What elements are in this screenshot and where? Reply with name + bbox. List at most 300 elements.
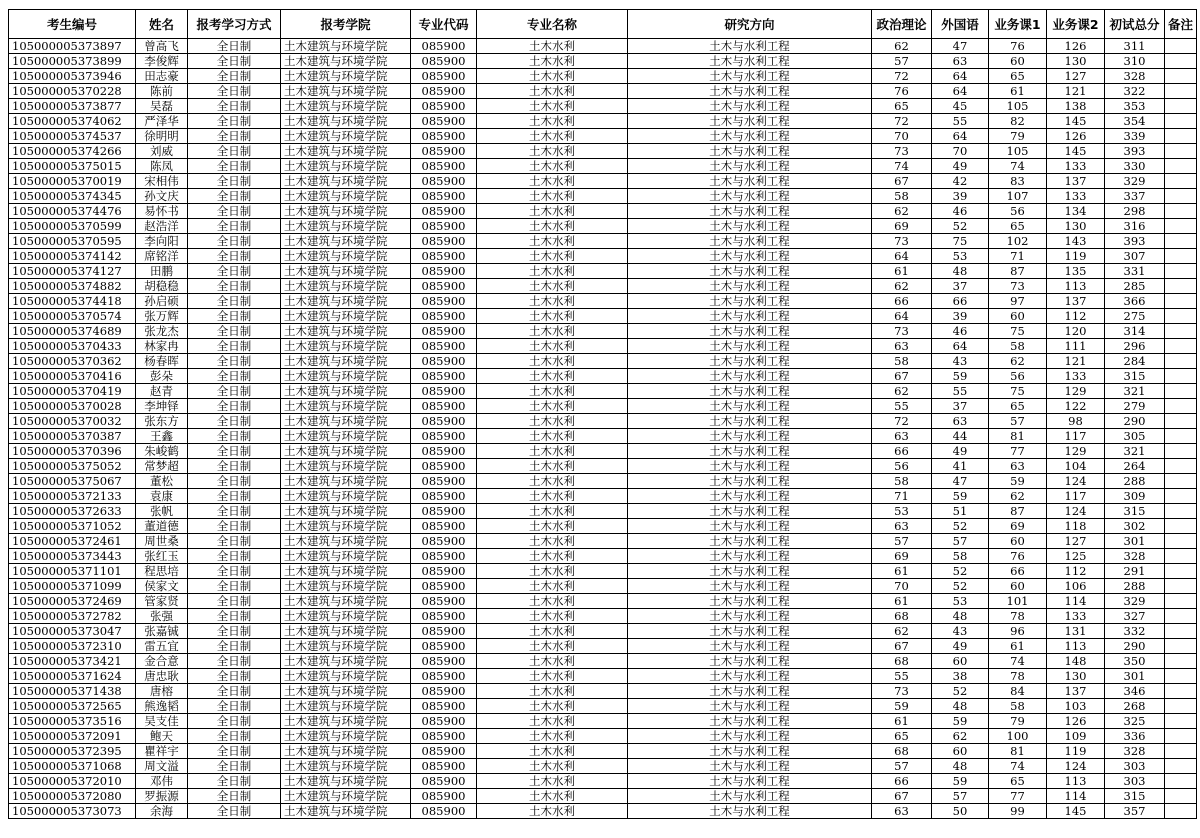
exam-id-cell: 105000005373877 bbox=[9, 99, 136, 114]
foreign-language-score-cell: 60 bbox=[932, 654, 989, 669]
total-score-cell: 366 bbox=[1105, 294, 1165, 309]
exam-id-cell: 105000005374266 bbox=[9, 144, 136, 159]
research-direction-cell: 土木与水利工程 bbox=[628, 594, 872, 609]
header-name: 姓名 bbox=[136, 10, 188, 39]
total-score-cell: 346 bbox=[1105, 684, 1165, 699]
research-direction-cell: 土木与水利工程 bbox=[628, 39, 872, 54]
study-mode-cell: 全日制 bbox=[188, 669, 281, 684]
college-cell: 土木建筑与环境学院 bbox=[281, 624, 411, 639]
college-cell: 土木建筑与环境学院 bbox=[281, 324, 411, 339]
research-direction-cell: 土木与水利工程 bbox=[628, 654, 872, 669]
politics-score-cell: 62 bbox=[872, 39, 932, 54]
exam-id-cell: 105000005372010 bbox=[9, 774, 136, 789]
total-score-cell: 291 bbox=[1105, 564, 1165, 579]
remarks-cell bbox=[1165, 414, 1197, 429]
total-score-cell: 285 bbox=[1105, 279, 1165, 294]
major-name-cell: 土木水利 bbox=[477, 369, 628, 384]
major-name-cell: 土木水利 bbox=[477, 744, 628, 759]
foreign-language-score-cell: 57 bbox=[932, 789, 989, 804]
course-1-score-cell: 65 bbox=[989, 219, 1047, 234]
exam-id-cell: 105000005371068 bbox=[9, 759, 136, 774]
exam-id-cell: 105000005374418 bbox=[9, 294, 136, 309]
research-direction-cell: 土木与水利工程 bbox=[628, 804, 872, 819]
name-cell: 侯家文 bbox=[136, 579, 188, 594]
table-row bbox=[9, 339, 1197, 354]
foreign-language-score-cell: 39 bbox=[932, 189, 989, 204]
college-cell: 土木建筑与环境学院 bbox=[281, 99, 411, 114]
foreign-language-score-cell: 49 bbox=[932, 639, 989, 654]
table-row bbox=[9, 429, 1197, 444]
research-direction-cell: 土木与水利工程 bbox=[628, 519, 872, 534]
research-direction-cell: 土木与水利工程 bbox=[628, 384, 872, 399]
foreign-language-score-cell: 52 bbox=[932, 519, 989, 534]
table-header-row bbox=[9, 10, 1197, 39]
research-direction-cell: 土木与水利工程 bbox=[628, 564, 872, 579]
name-cell: 田鹏 bbox=[136, 264, 188, 279]
study-mode-cell: 全日制 bbox=[188, 594, 281, 609]
major-name-cell: 土木水利 bbox=[477, 174, 628, 189]
foreign-language-score-cell: 59 bbox=[932, 369, 989, 384]
remarks-cell bbox=[1165, 114, 1197, 129]
politics-score-cell: 58 bbox=[872, 354, 932, 369]
header-remarks: 备注 bbox=[1165, 10, 1197, 39]
exam-id-cell: 105000005372461 bbox=[9, 534, 136, 549]
course-1-score-cell: 82 bbox=[989, 114, 1047, 129]
major-name-cell: 土木水利 bbox=[477, 249, 628, 264]
major-code-cell: 085900 bbox=[411, 384, 477, 399]
exam-id-cell: 105000005370028 bbox=[9, 399, 136, 414]
politics-score-cell: 64 bbox=[872, 309, 932, 324]
table-row bbox=[9, 414, 1197, 429]
foreign-language-score-cell: 55 bbox=[932, 384, 989, 399]
total-score-cell: 290 bbox=[1105, 414, 1165, 429]
table-row bbox=[9, 279, 1197, 294]
foreign-language-score-cell: 64 bbox=[932, 84, 989, 99]
politics-score-cell: 72 bbox=[872, 114, 932, 129]
politics-score-cell: 55 bbox=[872, 669, 932, 684]
course-1-score-cell: 79 bbox=[989, 129, 1047, 144]
politics-score-cell: 63 bbox=[872, 429, 932, 444]
remarks-cell bbox=[1165, 594, 1197, 609]
course-1-score-cell: 76 bbox=[989, 549, 1047, 564]
research-direction-cell: 土木与水利工程 bbox=[628, 444, 872, 459]
research-direction-cell: 土木与水利工程 bbox=[628, 159, 872, 174]
course-2-score-cell: 117 bbox=[1047, 489, 1105, 504]
table-row bbox=[9, 729, 1197, 744]
remarks-cell bbox=[1165, 99, 1197, 114]
table-row bbox=[9, 774, 1197, 789]
name-cell: 袁康 bbox=[136, 489, 188, 504]
study-mode-cell: 全日制 bbox=[188, 324, 281, 339]
study-mode-cell: 全日制 bbox=[188, 69, 281, 84]
study-mode-cell: 全日制 bbox=[188, 129, 281, 144]
politics-score-cell: 74 bbox=[872, 159, 932, 174]
major-name-cell: 土木水利 bbox=[477, 759, 628, 774]
name-cell: 张东方 bbox=[136, 414, 188, 429]
course-2-score-cell: 114 bbox=[1047, 789, 1105, 804]
research-direction-cell: 土木与水利工程 bbox=[628, 759, 872, 774]
major-code-cell: 085900 bbox=[411, 609, 477, 624]
foreign-language-score-cell: 53 bbox=[932, 594, 989, 609]
study-mode-cell: 全日制 bbox=[188, 759, 281, 774]
course-2-score-cell: 113 bbox=[1047, 279, 1105, 294]
table-row bbox=[9, 804, 1197, 819]
table-row bbox=[9, 609, 1197, 624]
course-1-score-cell: 74 bbox=[989, 759, 1047, 774]
major-name-cell: 土木水利 bbox=[477, 414, 628, 429]
course-1-score-cell: 65 bbox=[989, 399, 1047, 414]
table-row bbox=[9, 459, 1197, 474]
politics-score-cell: 66 bbox=[872, 774, 932, 789]
major-code-cell: 085900 bbox=[411, 789, 477, 804]
course-2-score-cell: 137 bbox=[1047, 174, 1105, 189]
college-cell: 土木建筑与环境学院 bbox=[281, 84, 411, 99]
politics-score-cell: 73 bbox=[872, 324, 932, 339]
course-2-score-cell: 124 bbox=[1047, 759, 1105, 774]
exam-id-cell: 105000005371624 bbox=[9, 669, 136, 684]
total-score-cell: 330 bbox=[1105, 159, 1165, 174]
remarks-cell bbox=[1165, 54, 1197, 69]
name-cell: 徐明明 bbox=[136, 129, 188, 144]
major-name-cell: 土木水利 bbox=[477, 384, 628, 399]
name-cell: 张强 bbox=[136, 609, 188, 624]
major-code-cell: 085900 bbox=[411, 159, 477, 174]
college-cell: 土木建筑与环境学院 bbox=[281, 789, 411, 804]
remarks-cell bbox=[1165, 684, 1197, 699]
study-mode-cell: 全日制 bbox=[188, 384, 281, 399]
college-cell: 土木建筑与环境学院 bbox=[281, 489, 411, 504]
major-code-cell: 085900 bbox=[411, 594, 477, 609]
remarks-cell bbox=[1165, 489, 1197, 504]
exam-id-cell: 105000005373516 bbox=[9, 714, 136, 729]
course-1-score-cell: 79 bbox=[989, 714, 1047, 729]
table-row bbox=[9, 249, 1197, 264]
college-cell: 土木建筑与环境学院 bbox=[281, 594, 411, 609]
college-cell: 土木建筑与环境学院 bbox=[281, 534, 411, 549]
politics-score-cell: 65 bbox=[872, 99, 932, 114]
remarks-cell bbox=[1165, 624, 1197, 639]
major-code-cell: 085900 bbox=[411, 804, 477, 819]
name-cell: 雷五宜 bbox=[136, 639, 188, 654]
study-mode-cell: 全日制 bbox=[188, 309, 281, 324]
table-row bbox=[9, 699, 1197, 714]
foreign-language-score-cell: 64 bbox=[932, 69, 989, 84]
name-cell: 吴支佳 bbox=[136, 714, 188, 729]
college-cell: 土木建筑与环境学院 bbox=[281, 684, 411, 699]
exam-id-cell: 105000005375052 bbox=[9, 459, 136, 474]
header-exam-id: 考生编号 bbox=[9, 10, 136, 39]
major-name-cell: 土木水利 bbox=[477, 519, 628, 534]
name-cell: 熊逸韬 bbox=[136, 699, 188, 714]
research-direction-cell: 土木与水利工程 bbox=[628, 219, 872, 234]
name-cell: 严泽华 bbox=[136, 114, 188, 129]
course-1-score-cell: 61 bbox=[989, 639, 1047, 654]
major-code-cell: 085900 bbox=[411, 144, 477, 159]
name-cell: 吴磊 bbox=[136, 99, 188, 114]
course-2-score-cell: 145 bbox=[1047, 144, 1105, 159]
study-mode-cell: 全日制 bbox=[188, 654, 281, 669]
major-code-cell: 085900 bbox=[411, 99, 477, 114]
college-cell: 土木建筑与环境学院 bbox=[281, 519, 411, 534]
course-1-score-cell: 66 bbox=[989, 564, 1047, 579]
exam-id-cell: 105000005373897 bbox=[9, 39, 136, 54]
major-code-cell: 085900 bbox=[411, 519, 477, 534]
college-cell: 土木建筑与环境学院 bbox=[281, 804, 411, 819]
remarks-cell bbox=[1165, 369, 1197, 384]
study-mode-cell: 全日制 bbox=[188, 294, 281, 309]
major-name-cell: 土木水利 bbox=[477, 309, 628, 324]
major-name-cell: 土木水利 bbox=[477, 294, 628, 309]
remarks-cell bbox=[1165, 744, 1197, 759]
politics-score-cell: 55 bbox=[872, 399, 932, 414]
total-score-cell: 288 bbox=[1105, 579, 1165, 594]
politics-score-cell: 61 bbox=[872, 714, 932, 729]
course-1-score-cell: 58 bbox=[989, 339, 1047, 354]
exam-id-cell: 105000005373073 bbox=[9, 804, 136, 819]
college-cell: 土木建筑与环境学院 bbox=[281, 144, 411, 159]
major-name-cell: 土木水利 bbox=[477, 564, 628, 579]
exam-id-cell: 105000005372091 bbox=[9, 729, 136, 744]
exam-id-cell: 105000005374882 bbox=[9, 279, 136, 294]
total-score-cell: 327 bbox=[1105, 609, 1165, 624]
college-cell: 土木建筑与环境学院 bbox=[281, 354, 411, 369]
major-code-cell: 085900 bbox=[411, 339, 477, 354]
course-1-score-cell: 60 bbox=[989, 534, 1047, 549]
course-1-score-cell: 63 bbox=[989, 459, 1047, 474]
study-mode-cell: 全日制 bbox=[188, 804, 281, 819]
name-cell: 陈凤 bbox=[136, 159, 188, 174]
exam-id-cell: 105000005374062 bbox=[9, 114, 136, 129]
remarks-cell bbox=[1165, 324, 1197, 339]
remarks-cell bbox=[1165, 84, 1197, 99]
course-2-score-cell: 130 bbox=[1047, 669, 1105, 684]
name-cell: 席铭洋 bbox=[136, 249, 188, 264]
study-mode-cell: 全日制 bbox=[188, 204, 281, 219]
major-name-cell: 土木水利 bbox=[477, 474, 628, 489]
research-direction-cell: 土木与水利工程 bbox=[628, 144, 872, 159]
course-2-score-cell: 111 bbox=[1047, 339, 1105, 354]
course-2-score-cell: 130 bbox=[1047, 54, 1105, 69]
major-code-cell: 085900 bbox=[411, 204, 477, 219]
major-name-cell: 土木水利 bbox=[477, 609, 628, 624]
total-score-cell: 303 bbox=[1105, 774, 1165, 789]
politics-score-cell: 73 bbox=[872, 144, 932, 159]
name-cell: 余海 bbox=[136, 804, 188, 819]
name-cell: 赵浩洋 bbox=[136, 219, 188, 234]
course-1-score-cell: 105 bbox=[989, 99, 1047, 114]
name-cell: 田志豪 bbox=[136, 69, 188, 84]
remarks-cell bbox=[1165, 189, 1197, 204]
study-mode-cell: 全日制 bbox=[188, 99, 281, 114]
name-cell: 张嘉铖 bbox=[136, 624, 188, 639]
exam-id-cell: 105000005373421 bbox=[9, 654, 136, 669]
course-2-score-cell: 133 bbox=[1047, 609, 1105, 624]
major-code-cell: 085900 bbox=[411, 324, 477, 339]
total-score-cell: 268 bbox=[1105, 699, 1165, 714]
total-score-cell: 393 bbox=[1105, 234, 1165, 249]
major-name-cell: 土木水利 bbox=[477, 189, 628, 204]
name-cell: 孙启硕 bbox=[136, 294, 188, 309]
major-name-cell: 土木水利 bbox=[477, 399, 628, 414]
foreign-language-score-cell: 58 bbox=[932, 549, 989, 564]
name-cell: 张万辉 bbox=[136, 309, 188, 324]
remarks-cell bbox=[1165, 564, 1197, 579]
course-1-score-cell: 62 bbox=[989, 354, 1047, 369]
total-score-cell: 354 bbox=[1105, 114, 1165, 129]
college-cell: 土木建筑与环境学院 bbox=[281, 114, 411, 129]
exam-id-cell: 105000005374537 bbox=[9, 129, 136, 144]
remarks-cell bbox=[1165, 279, 1197, 294]
college-cell: 土木建筑与环境学院 bbox=[281, 279, 411, 294]
name-cell: 李向阳 bbox=[136, 234, 188, 249]
remarks-cell bbox=[1165, 459, 1197, 474]
total-score-cell: 328 bbox=[1105, 744, 1165, 759]
table-row bbox=[9, 519, 1197, 534]
major-name-cell: 土木水利 bbox=[477, 549, 628, 564]
total-score-cell: 336 bbox=[1105, 729, 1165, 744]
college-cell: 土木建筑与环境学院 bbox=[281, 609, 411, 624]
research-direction-cell: 土木与水利工程 bbox=[628, 714, 872, 729]
study-mode-cell: 全日制 bbox=[188, 249, 281, 264]
politics-score-cell: 63 bbox=[872, 339, 932, 354]
major-code-cell: 085900 bbox=[411, 54, 477, 69]
course-2-score-cell: 120 bbox=[1047, 324, 1105, 339]
major-name-cell: 土木水利 bbox=[477, 39, 628, 54]
name-cell: 孙文庆 bbox=[136, 189, 188, 204]
research-direction-cell: 土木与水利工程 bbox=[628, 534, 872, 549]
foreign-language-score-cell: 39 bbox=[932, 309, 989, 324]
header-total-score: 初试总分 bbox=[1105, 10, 1165, 39]
table-row bbox=[9, 234, 1197, 249]
foreign-language-score-cell: 48 bbox=[932, 264, 989, 279]
name-cell: 周文溢 bbox=[136, 759, 188, 774]
exam-id-cell: 105000005370396 bbox=[9, 444, 136, 459]
study-mode-cell: 全日制 bbox=[188, 549, 281, 564]
course-2-score-cell: 114 bbox=[1047, 594, 1105, 609]
table-row bbox=[9, 684, 1197, 699]
politics-score-cell: 72 bbox=[872, 414, 932, 429]
major-code-cell: 085900 bbox=[411, 714, 477, 729]
course-2-score-cell: 133 bbox=[1047, 159, 1105, 174]
table-row bbox=[9, 744, 1197, 759]
politics-score-cell: 64 bbox=[872, 249, 932, 264]
major-name-cell: 土木水利 bbox=[477, 774, 628, 789]
politics-score-cell: 69 bbox=[872, 549, 932, 564]
foreign-language-score-cell: 37 bbox=[932, 279, 989, 294]
course-2-score-cell: 148 bbox=[1047, 654, 1105, 669]
major-code-cell: 085900 bbox=[411, 429, 477, 444]
research-direction-cell: 土木与水利工程 bbox=[628, 249, 872, 264]
total-score-cell: 315 bbox=[1105, 504, 1165, 519]
foreign-language-score-cell: 49 bbox=[932, 159, 989, 174]
table-row bbox=[9, 549, 1197, 564]
college-cell: 土木建筑与环境学院 bbox=[281, 39, 411, 54]
name-cell: 罗振源 bbox=[136, 789, 188, 804]
politics-score-cell: 56 bbox=[872, 459, 932, 474]
research-direction-cell: 土木与水利工程 bbox=[628, 729, 872, 744]
politics-score-cell: 68 bbox=[872, 654, 932, 669]
study-mode-cell: 全日制 bbox=[188, 564, 281, 579]
name-cell: 董道德 bbox=[136, 519, 188, 534]
table-row bbox=[9, 654, 1197, 669]
study-mode-cell: 全日制 bbox=[188, 579, 281, 594]
total-score-cell: 315 bbox=[1105, 789, 1165, 804]
politics-score-cell: 58 bbox=[872, 474, 932, 489]
exam-id-cell: 105000005372395 bbox=[9, 744, 136, 759]
college-cell: 土木建筑与环境学院 bbox=[281, 129, 411, 144]
table-body bbox=[9, 39, 1197, 819]
foreign-language-score-cell: 55 bbox=[932, 114, 989, 129]
name-cell: 李坤铎 bbox=[136, 399, 188, 414]
college-cell: 土木建筑与环境学院 bbox=[281, 54, 411, 69]
major-code-cell: 085900 bbox=[411, 399, 477, 414]
header-course-1: 业务课1 bbox=[989, 10, 1047, 39]
foreign-language-score-cell: 48 bbox=[932, 609, 989, 624]
remarks-cell bbox=[1165, 249, 1197, 264]
course-2-score-cell: 131 bbox=[1047, 624, 1105, 639]
college-cell: 土木建筑与环境学院 bbox=[281, 189, 411, 204]
major-code-cell: 085900 bbox=[411, 504, 477, 519]
table-row bbox=[9, 714, 1197, 729]
course-2-score-cell: 117 bbox=[1047, 429, 1105, 444]
study-mode-cell: 全日制 bbox=[188, 714, 281, 729]
politics-score-cell: 63 bbox=[872, 519, 932, 534]
total-score-cell: 321 bbox=[1105, 384, 1165, 399]
college-cell: 土木建筑与环境学院 bbox=[281, 714, 411, 729]
college-cell: 土木建筑与环境学院 bbox=[281, 204, 411, 219]
course-2-score-cell: 98 bbox=[1047, 414, 1105, 429]
research-direction-cell: 土木与水利工程 bbox=[628, 414, 872, 429]
course-2-score-cell: 129 bbox=[1047, 384, 1105, 399]
course-1-score-cell: 65 bbox=[989, 69, 1047, 84]
foreign-language-score-cell: 49 bbox=[932, 444, 989, 459]
name-cell: 唐榕 bbox=[136, 684, 188, 699]
table-row bbox=[9, 159, 1197, 174]
remarks-cell bbox=[1165, 264, 1197, 279]
politics-score-cell: 68 bbox=[872, 609, 932, 624]
remarks-cell bbox=[1165, 774, 1197, 789]
major-name-cell: 土木水利 bbox=[477, 459, 628, 474]
major-name-cell: 土木水利 bbox=[477, 144, 628, 159]
name-cell: 易怀书 bbox=[136, 204, 188, 219]
major-code-cell: 085900 bbox=[411, 654, 477, 669]
research-direction-cell: 土木与水利工程 bbox=[628, 684, 872, 699]
foreign-language-score-cell: 75 bbox=[932, 234, 989, 249]
politics-score-cell: 67 bbox=[872, 789, 932, 804]
course-1-score-cell: 60 bbox=[989, 309, 1047, 324]
course-2-score-cell: 121 bbox=[1047, 84, 1105, 99]
course-2-score-cell: 137 bbox=[1047, 684, 1105, 699]
course-1-score-cell: 78 bbox=[989, 669, 1047, 684]
politics-score-cell: 69 bbox=[872, 219, 932, 234]
remarks-cell bbox=[1165, 504, 1197, 519]
remarks-cell bbox=[1165, 294, 1197, 309]
course-2-score-cell: 119 bbox=[1047, 249, 1105, 264]
politics-score-cell: 57 bbox=[872, 534, 932, 549]
total-score-cell: 310 bbox=[1105, 54, 1165, 69]
research-direction-cell: 土木与水利工程 bbox=[628, 504, 872, 519]
foreign-language-score-cell: 57 bbox=[932, 534, 989, 549]
header-major-code: 专业代码 bbox=[411, 10, 477, 39]
study-mode-cell: 全日制 bbox=[188, 399, 281, 414]
study-mode-cell: 全日制 bbox=[188, 174, 281, 189]
major-code-cell: 085900 bbox=[411, 279, 477, 294]
research-direction-cell: 土木与水利工程 bbox=[628, 369, 872, 384]
foreign-language-score-cell: 52 bbox=[932, 219, 989, 234]
course-1-score-cell: 100 bbox=[989, 729, 1047, 744]
course-2-score-cell: 138 bbox=[1047, 99, 1105, 114]
major-name-cell: 土木水利 bbox=[477, 504, 628, 519]
